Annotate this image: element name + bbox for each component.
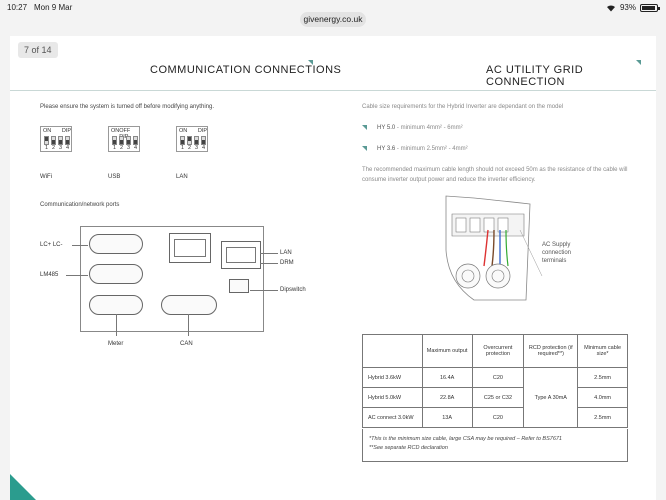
table-row bbox=[363, 368, 628, 388]
dip-switch-wifi: ON DIP 1 2 3 4 bbox=[40, 126, 72, 152]
bullet-hy50: HY 5.0 - minimum 4mm² - 6mm² bbox=[377, 125, 463, 131]
dip-caption-usb: USB bbox=[108, 174, 121, 180]
table-cell: AC connect 3.0kW bbox=[363, 408, 423, 428]
comm-heading: COMMUNICATION CONNECTIONS bbox=[150, 64, 342, 76]
ac-heading: AC UTILITY GRID CONNECTION bbox=[486, 64, 584, 88]
url-bar[interactable]: givenergy.co.uk bbox=[300, 12, 366, 27]
diagram-label-2: connection bbox=[542, 250, 572, 256]
table-cell: Hybrid 3.6kW bbox=[363, 368, 423, 388]
dip-caption-wifi: WiFi bbox=[40, 174, 52, 180]
cable-intro: Cable size requirements for the Hybrid Inverter are dependant on the model bbox=[362, 104, 564, 110]
rj45-port-1 bbox=[169, 233, 211, 263]
status-right bbox=[606, 3, 658, 12]
label-can: CAN bbox=[180, 341, 193, 347]
length-note-1: The recommended maximum cable length should not exceed 50m as the resistance of the cable will bbox=[362, 167, 628, 173]
label-meter: Meter bbox=[108, 341, 124, 347]
table-cell: 2.5mm bbox=[578, 368, 628, 388]
divider bbox=[10, 90, 656, 91]
heading-flag-icon bbox=[636, 60, 641, 65]
page-indicator: 7 of 14 bbox=[18, 42, 58, 58]
table-cell: 4.0mm bbox=[578, 388, 628, 408]
length-note-2: consume inverter output power and reduce the inverter efficiency. bbox=[362, 177, 536, 183]
dip-switch-lan: ON DIP 1 2 3 4 bbox=[176, 126, 208, 152]
table-cell: 2.5mm bbox=[578, 408, 628, 428]
date: Mon 9 Mar bbox=[34, 3, 73, 12]
table-cell: C20 bbox=[472, 368, 524, 388]
table-header: Maximum output bbox=[422, 335, 472, 368]
corner-accent bbox=[10, 474, 36, 500]
bullet-flag-icon bbox=[362, 125, 367, 130]
table-footnotes bbox=[362, 429, 628, 462]
battery-percent: 93% bbox=[619, 3, 636, 12]
footnote-1: *This is the minimum size cable, large CSA may be required – Refer to BS7671 bbox=[369, 436, 562, 442]
bullet-hy36: HY 3.6 - minimum 2.5mm² - 4mm² bbox=[377, 146, 468, 152]
table-cell: C20 bbox=[472, 408, 524, 428]
diagram-label-1: AC Supply bbox=[542, 242, 571, 248]
table-header bbox=[363, 335, 423, 368]
table-cell: 13A bbox=[422, 408, 472, 428]
table-header: Overcurrent protection bbox=[472, 335, 524, 368]
ports-title: Communication/network ports bbox=[40, 202, 120, 208]
lm485-port bbox=[89, 264, 143, 284]
lc-port bbox=[89, 234, 143, 254]
label-lc: LC+ LC- bbox=[40, 242, 63, 248]
clock: 10:27 bbox=[7, 3, 28, 12]
comm-port-panel bbox=[80, 226, 264, 332]
rcd-cell: Type A 30mA bbox=[524, 368, 578, 428]
table-row bbox=[363, 408, 628, 428]
label-lan: LAN bbox=[280, 250, 292, 256]
table-cell: 22.8A bbox=[422, 388, 472, 408]
heading-flag-icon bbox=[308, 60, 313, 65]
dipswitch-block bbox=[229, 279, 249, 293]
table-header: Minimum cable size* bbox=[578, 335, 628, 368]
can-port bbox=[161, 295, 217, 315]
table-header: RCD protection (if required**) bbox=[524, 335, 578, 368]
wifi-icon bbox=[606, 4, 616, 12]
table-cell: Hybrid 5.0kW bbox=[363, 388, 423, 408]
meter-port bbox=[89, 295, 143, 315]
dip-switch-usb: ON OFF 1 2 3 4 bbox=[108, 126, 140, 152]
ac-terminal-diagram bbox=[434, 190, 554, 310]
battery-icon bbox=[640, 4, 658, 12]
footnote-2: **See separate RCD declaration bbox=[369, 444, 448, 451]
notice-text: Please ensure the system is turned off before modifying anything. bbox=[40, 104, 214, 110]
rj45-port-2 bbox=[221, 241, 261, 269]
bullet-flag-icon bbox=[362, 146, 367, 151]
label-lm485: LM485 bbox=[40, 272, 59, 278]
table-cell: 16.4A bbox=[422, 368, 472, 388]
table-row bbox=[363, 388, 628, 408]
document-page[interactable] bbox=[10, 36, 656, 500]
cable-spec-table bbox=[362, 334, 628, 428]
dip-caption-lan: LAN bbox=[176, 174, 188, 180]
label-drm: DRM bbox=[280, 260, 294, 266]
diagram-label-3: terminals bbox=[542, 258, 567, 264]
label-dipswitch: Dipswitch bbox=[280, 287, 306, 293]
table-cell: C25 or C32 bbox=[472, 388, 524, 408]
